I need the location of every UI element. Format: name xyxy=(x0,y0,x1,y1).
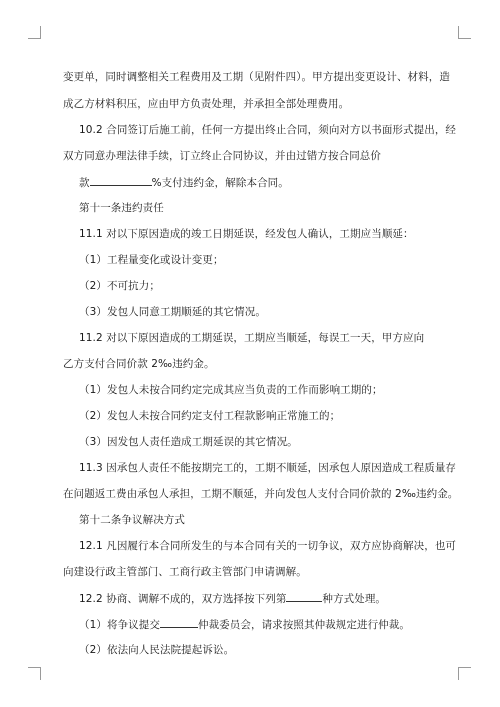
paragraph-line: 双方同意办理法律手续，订立终止合同协议，并由过错方按合同总价 xyxy=(63,150,381,162)
crop-mark-bottom-right xyxy=(458,667,471,680)
list-item: （2）不可抗力； xyxy=(79,280,160,292)
paragraph-line: 在问题返工费由承包人承担，工期不顺延，并向发包人支付合同价款的 2‰违约金。 xyxy=(63,488,459,500)
arbitration-body-blank xyxy=(160,617,198,628)
clause-11-2: 11.2 对以下原因造成的工期延误，工期应当顺延，每误工一天，甲方应向 xyxy=(79,332,425,344)
list-item: （2）发包人未按合同约定支付工程款影响正常施工的； xyxy=(79,410,341,422)
list-item: （3）因发包人责任造成工期延误的其它情况。 xyxy=(79,436,298,448)
arbitration-prefix: （1）将争议提交 xyxy=(79,619,160,631)
penalty-prefix: 款 xyxy=(79,177,90,189)
dispute-option-blank xyxy=(286,591,322,602)
crop-mark-bottom-left xyxy=(28,667,41,680)
list-item: （1）工程量变化或设计变更； xyxy=(79,254,224,266)
article-12-heading: 第十二条争议解决方式 xyxy=(79,514,185,526)
crop-mark-top-left xyxy=(28,26,41,39)
clause-12-2 xyxy=(79,591,386,606)
clause-11-1: 11.1 对以下原因造成的竣工日期延误，经发包人确认，工期应当顺延： xyxy=(79,228,414,240)
clause-12-1: 12.1 凡因履行本合同所发生的与本合同有关的一切争议，双方应协商解决，也可 xyxy=(79,540,457,552)
list-item: （2）依法向人民法院提起诉讼。 xyxy=(79,644,235,656)
penalty-suffix: %支付违约金，解除本合同。 xyxy=(151,177,289,189)
list-item: （1）发包人未按合同约定完成其应当负责的工作而影响工期的； xyxy=(79,384,383,396)
paragraph-line: 乙方支付合同价款 2‰违约金。 xyxy=(63,358,215,370)
list-item: （3）发包人同意工期顺延的其它情况。 xyxy=(79,306,266,318)
paragraph-line: 变更单，同时调整相关工程费用及工期（见附件四）。甲方提出变更设计、材料，造 xyxy=(63,71,450,83)
crop-mark-top-right xyxy=(458,26,471,39)
arbitration-line xyxy=(79,617,410,632)
clause-10-2: 10.2 合同签订后施工前，任何一方提出终止合同，须向对方以书面形式提出，经 xyxy=(79,124,457,136)
clause-12-2-prefix: 12.2 协商、调解不成的，双方选择按下列第 xyxy=(79,593,287,605)
clause-11-3: 11.3 因承包人责任不能按期完工的，工期不顺延，因承包人原因造成工程质量存 xyxy=(79,462,457,474)
penalty-line xyxy=(79,175,289,190)
penalty-percent-blank xyxy=(90,175,152,186)
arbitration-suffix: 仲裁委员会，请求按照其仲裁规定进行仲裁。 xyxy=(197,619,410,631)
article-11-heading: 第十一条违约责任 xyxy=(79,202,164,214)
clause-12-2-suffix: 种方式处理。 xyxy=(322,593,387,605)
paragraph-line: 向建设行政主管部门、工商行政主管部门申请调解。 xyxy=(63,566,307,578)
paragraph-line: 成乙方材料积压，应由甲方负责处理，并承担全部处理费用。 xyxy=(63,98,350,110)
